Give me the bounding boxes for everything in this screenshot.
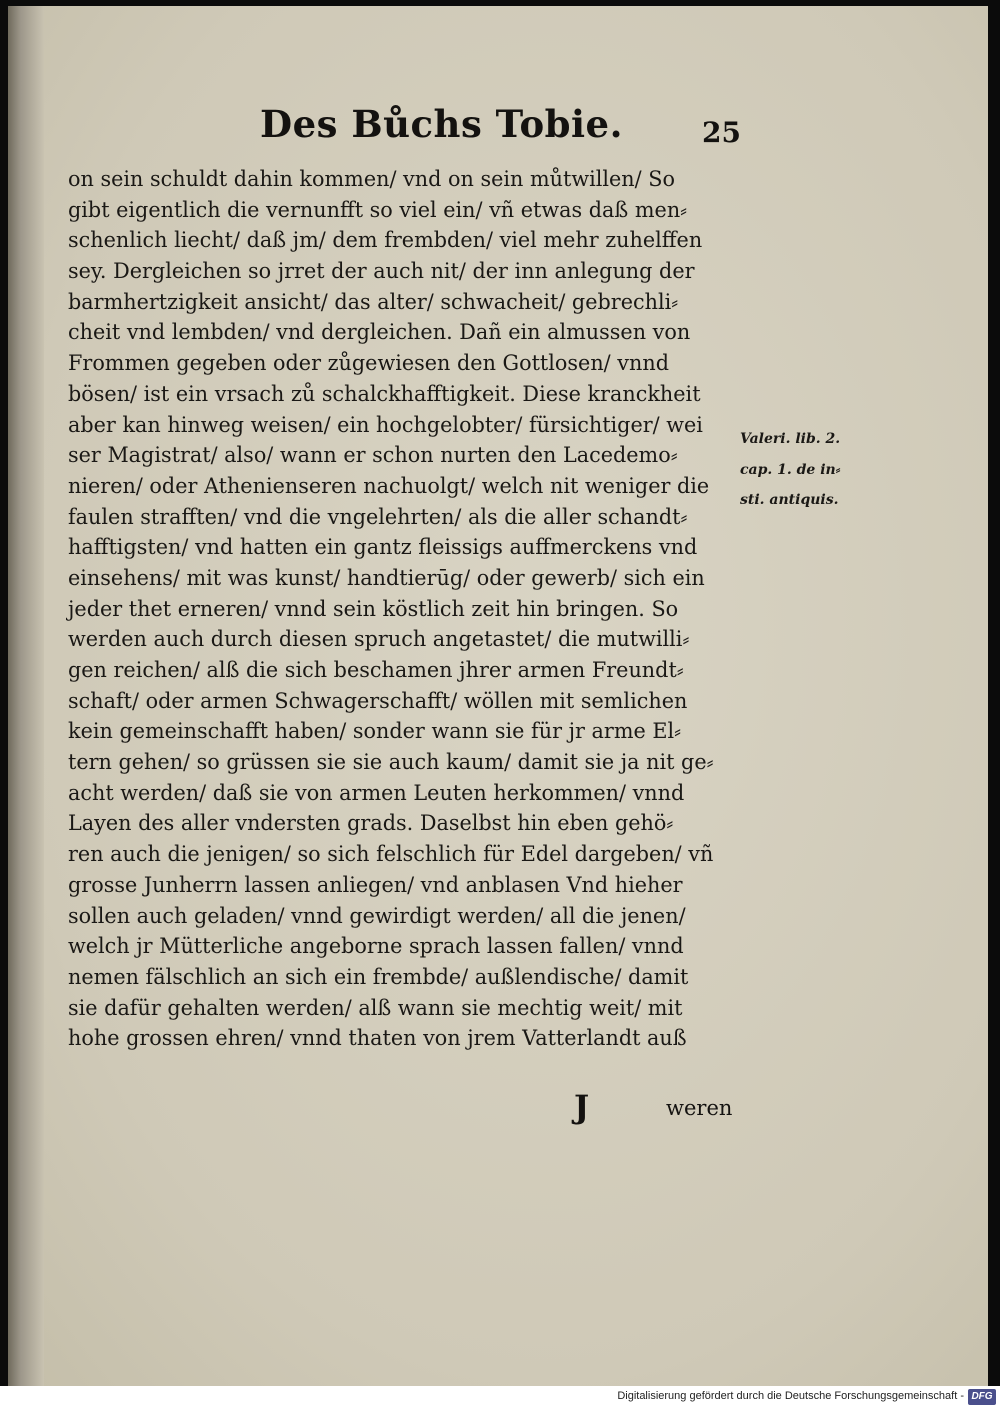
margin-note-line: cap. 1. de in⸗	[740, 461, 841, 478]
text-line: nieren/ oder Athenienseren nachuolgt/ welch nit weniger die	[68, 473, 710, 498]
text-line: Frommen gegeben oder zůgewiesen den Gottlosen/ vnnd	[68, 351, 669, 376]
text-line: sollen auch geladen/ vnnd gewirdigt werden/ all die jenen/	[68, 903, 686, 928]
text-line: schenlich liecht/ daß jm/ dem frembden/ viel mehr zuhelffen	[68, 228, 703, 253]
text-line: hohe grossen ehren/ vnnd thaten von jrem Vatterlandt auß	[68, 1026, 687, 1051]
text-line: aber kan hinweg weisen/ ein hochgelobter/ fürsichtiger/ wei	[68, 412, 703, 437]
text-line: einsehens/ mit was kunst/ handtierūg/ oder gewerb/ sich ein	[68, 565, 705, 590]
text-line: jeder thet erneren/ vnnd sein köstlich zeit hin bringen. So	[68, 596, 679, 621]
margin-notes	[740, 424, 875, 516]
page-number: 25	[702, 116, 741, 149]
text-line: sey. Dergleichen so jrret der auch nit/ der inn anlegung der	[68, 259, 695, 284]
text-line: sie dafür gehalten werden/ alß wann sie mechtig weit/ mit	[68, 995, 683, 1020]
funding-notice: Digitalisierung gefördert durch die Deutsche Forschungsgemeinschaft -	[617, 1390, 964, 1402]
text-line: hafftigsten/ vnd hatten ein gantz fleissigs auffmerckens vnd	[68, 535, 698, 560]
text-line: grosse Junherrn lassen anliegen/ vnd anblasen Vnd hieher	[68, 872, 683, 897]
signature-mark: J	[574, 1088, 590, 1126]
text-line: Layen des aller vndersten grads. Daselbst hin eben gehö⸗	[68, 811, 674, 836]
body-text	[68, 164, 748, 1054]
text-line: nemen fälschlich an sich ein frembde/ außlendische/ damit	[68, 964, 689, 989]
text-line: tern gehen/ so grüssen sie sie auch kaum/ damit sie ja nit ge⸗	[68, 750, 714, 775]
text-line: welch jr Mütterliche angeborne sprach lassen fallen/ vnnd	[68, 934, 684, 959]
page-gutter	[8, 6, 44, 1386]
text-line: bösen/ ist ein vrsach zů schalckhafftigkeit. Diese kranckheit	[68, 381, 701, 406]
text-line: ren auch die jenigen/ so sich felschlich für Edel dargeben/ vñ	[68, 842, 714, 867]
text-line: faulen strafften/ vnd die vngelehrten/ als die aller schandt⸗	[68, 504, 688, 529]
text-line: cheit vnd lembden/ vnd dergleichen. Dañ ein almussen von	[68, 320, 691, 345]
text-line: kein gemeinschafft haben/ sonder wann sie für jr arme El⸗	[68, 719, 682, 744]
text-line: schaft/ oder armen Schwagerschafft/ wöllen mit semlichen	[68, 688, 688, 713]
text-line: on sein schuldt dahin kommen/ vnd on sein můtwillen/ So	[68, 167, 675, 191]
text-line: barmhertzigkeit ansicht/ das alter/ schwacheit/ gebrechli⸗	[68, 289, 679, 314]
margin-note-line: Valeri. lib. 2.	[740, 431, 841, 447]
text-line: ser Magistrat/ also/ wann er schon nurten den Lacedemo⸗	[68, 443, 678, 468]
book-page	[8, 6, 988, 1386]
text-line: gibt eigentlich die vernunfft so viel ein/ vñ etwas daß men⸗	[68, 197, 688, 222]
running-header: Des Bůchs Tobie.	[260, 102, 623, 146]
text-line: acht werden/ daß sie von armen Leuten herkommen/ vnnd	[68, 780, 685, 805]
text-line: gen reichen/ alß die sich beschamen jhrer armen Freundt⸗	[68, 658, 684, 682]
text-line: werden auch durch diesen spruch angetastet/ die mutwilli⸗	[68, 627, 690, 652]
footer-bar	[0, 1386, 1000, 1410]
dfg-logo-icon: DFG	[968, 1389, 996, 1405]
catchword: weren	[666, 1096, 733, 1120]
margin-note-line: sti. antiquis.	[740, 492, 839, 509]
